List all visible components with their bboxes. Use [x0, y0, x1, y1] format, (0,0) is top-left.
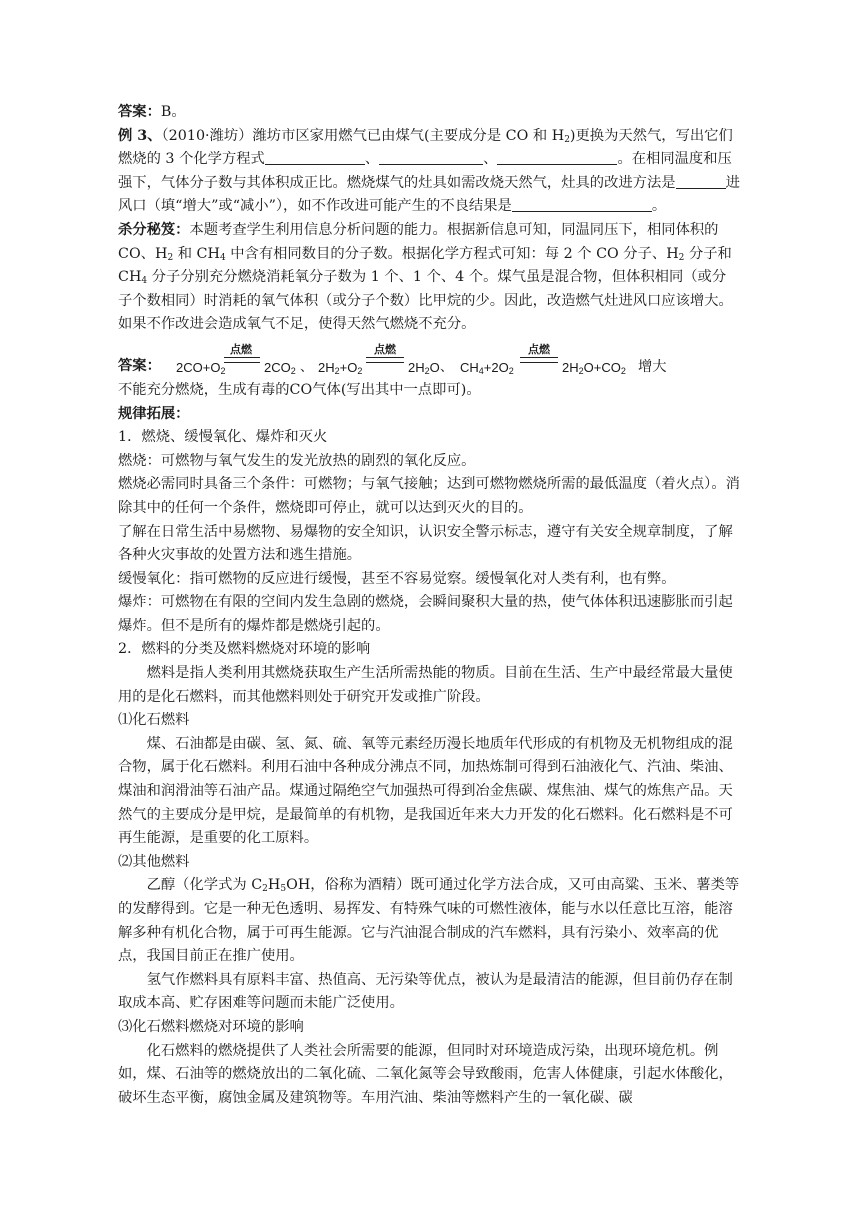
equation-arrow	[520, 357, 558, 363]
prev-answer	[118, 101, 740, 125]
tips-text: 本题考查学生利用信息分析问题的能力。根据新信息可知，同温同压下，相同体积的 CO、H	[118, 221, 719, 262]
document-page	[118, 101, 740, 1110]
subscript: 2	[678, 252, 685, 263]
equation-3	[460, 339, 630, 379]
equation-2	[318, 339, 458, 379]
answer-label: 答案：	[118, 104, 161, 120]
separator: 、	[483, 151, 498, 168]
tips-label: 杀分秘笈：	[118, 221, 190, 238]
question-text: )更换为天然气，写出它们燃烧的 3 个化学方程式	[118, 127, 733, 168]
subscript: 4	[141, 276, 148, 287]
equation-1-reactants: $2CO+O_2$	[176, 359, 226, 376]
subscript: 2	[167, 252, 174, 263]
subscript: 4	[219, 252, 226, 263]
equation-3-products: $2H_2O+CO_2$	[562, 359, 626, 376]
equation-2-products: $2H_2O$	[408, 359, 440, 376]
subheading-fossil-fuels: ⑴化石燃料	[118, 712, 190, 729]
condition-label: 点燃	[374, 343, 396, 356]
law-paragraph: 煤、石油都是由碳、氢、氮、硫、氧等元素经历漫长地质年代形成的有机物及无机物组成的混合物，属于化石燃料。利用石油中各种成分沸点不同，加热炼制可得到石油液化气、汽油、柴油、煤油和润滑油等石油产品。煤通过隔绝空气加强热可得到冶金焦碳、煤焦油、煤气的炼焦产品。天然气的主要成分是甲烷，是最简单的有机物，是我国近年来大力开发的化石燃料。化石燃料是不可再生能源，是重要的化工原料。	[118, 735, 733, 847]
equation-arrow	[366, 357, 404, 363]
law-paragraph: 燃烧必需同时具备三个条件：可燃物；与氧气接触；达到可燃物燃烧所需的最低温度（着火点）。消除其中的任何一个条件，燃烧即可停止，就可以达到灭火的目的。	[118, 476, 740, 516]
subscript: 2	[564, 134, 570, 145]
answer-blank-4	[676, 172, 726, 189]
answer-label: 答案：	[118, 357, 161, 374]
answer-increase: 增大	[638, 358, 667, 375]
law-paragraph: 爆炸：可燃物在有限的空间内发生急剧的燃烧，会瞬间聚积大量的热，使气体体积迅速膨胀而引起爆炸。但不是所有的爆炸都是燃烧引起的。	[118, 594, 733, 634]
law-paragraph-ethanol: 乙醇（化学式为 $C_2H_5OH$，俗称为酒精）既可通过化学方法合成，又可由高粱、玉米、薯类等的发酵得到。它是一种无色透明、易挥发、有特殊气味的可燃性液体，能与水以任意比互溶，能溶解多种有机化合物，属于可再生能源。它与汽油混合制成的汽车燃料，具有污染小、效率高的优点，我国目前正在推广使用。	[118, 877, 740, 965]
tips-text: 分子分别充分燃烧消耗氧分子数为 1 个、1 个、4 个。煤气虽是混合物，但体积相同（或分子个数相同）时消耗的氧气体积（或分子个数）比甲烷的少。因此，改造燃气灶进风口应该增大。如果不作改进会造成氧气不足，使得天然气燃烧不充分。	[118, 269, 733, 333]
tips-text: 和 CH	[173, 245, 220, 262]
law-paragraph: 了解在日常生活中易燃物、易爆物的安全知识，认识安全警示标志，遵守有关安全规章制度，了解各种火灾事故的处置方法和逃生措施。	[118, 523, 733, 564]
answer-value: B。	[160, 104, 186, 120]
example-question	[118, 125, 740, 219]
subheading-other-fuels: ⑵其他燃料	[118, 853, 190, 870]
law-paragraph: 燃料是指人类利用其燃烧获取生产生活所需热能的物质。目前在生活、生产中最经常最大量使用的是化石燃料，而其他燃料则处于研究开发或推广阶段。	[118, 665, 733, 705]
separator: 、	[300, 359, 314, 375]
question-text: （2010·潍坊）潍坊市区家用燃气已由煤气(主要成分是 CO 和 H	[161, 127, 565, 144]
condition-label: 点燃	[230, 343, 252, 356]
answer-equations	[118, 339, 740, 379]
separator: 、	[364, 151, 380, 168]
subheading-environment: ⑶化石燃料燃烧对环境的影响	[118, 1018, 304, 1035]
answer-blank-5	[512, 195, 652, 212]
question-text: 。在相同温度和压强下，气体分子数与其体积成正比。燃烧煤气的灶具如需改烧天然气，灶具的改进方法是	[118, 151, 732, 191]
answer-blank-1	[265, 148, 365, 165]
example-label: 例 3、	[118, 127, 162, 144]
equation-1	[176, 339, 316, 379]
condition-label: 点燃	[528, 343, 550, 356]
law-paragraph: 缓慢氧化：指可燃物的反应进行缓慢，甚至不容易觉察。缓慢氧化对人类有利，也有弊。	[118, 570, 676, 587]
question-text: 进风口（填“增大”或“减小”），如不作改进可能产生的不良结果是	[118, 174, 740, 215]
section-heading-2: 2．燃料的分类及燃料燃烧对环境的影响	[118, 641, 371, 658]
answer-blank-2	[379, 148, 483, 165]
separator: 、	[440, 359, 454, 375]
equation-3-reactants: $CH_4+2O_2$	[460, 359, 514, 376]
tips-text: 分子和 CH	[118, 245, 732, 286]
equation-arrow	[224, 357, 260, 363]
law-paragraph: 化石燃料的燃烧提供了人类社会所需要的能源，但同时对环境造成污染，出现环境危机。例如，煤、石油等的燃烧放出的二氧化硫、二氧化氮等会导致酸雨，危害人体健康，引起水体酸化，破坏生态平衡，腐蚀金属及建筑物等。车用汽油、柴油等燃料产生的一氧化碳、碳	[118, 1042, 733, 1106]
equation-1-products: $2CO_2$	[264, 359, 296, 376]
answer-result: 不能充分燃烧，生成有毒的CO气体(写出其中一点即可)。	[118, 381, 481, 398]
question-text: 。	[651, 198, 667, 215]
law-label: 规律拓展：	[118, 405, 190, 422]
law-paragraph: 燃烧：可燃物与氧气发生的发光放热的剧烈的氧化反应。	[118, 452, 476, 469]
answer-blank-3	[497, 148, 617, 165]
tips-paragraph	[118, 219, 740, 337]
tips-text: 中含有相同数目的分子数。根据化学方程式可知：每 2 个 CO 分子、H	[225, 245, 679, 262]
law-paragraph: 氢气作燃料具有原料丰富、热值高、无污染等优点，被认为是最清洁的能源，但目前仍存在制取成本高、贮存困难等问题而未能广泛使用。	[118, 971, 733, 1012]
section-heading-1: 1．燃烧、缓慢氧化、爆炸和灭火	[118, 429, 328, 446]
equation-2-reactants: $2H_2+O_2$	[318, 359, 363, 376]
